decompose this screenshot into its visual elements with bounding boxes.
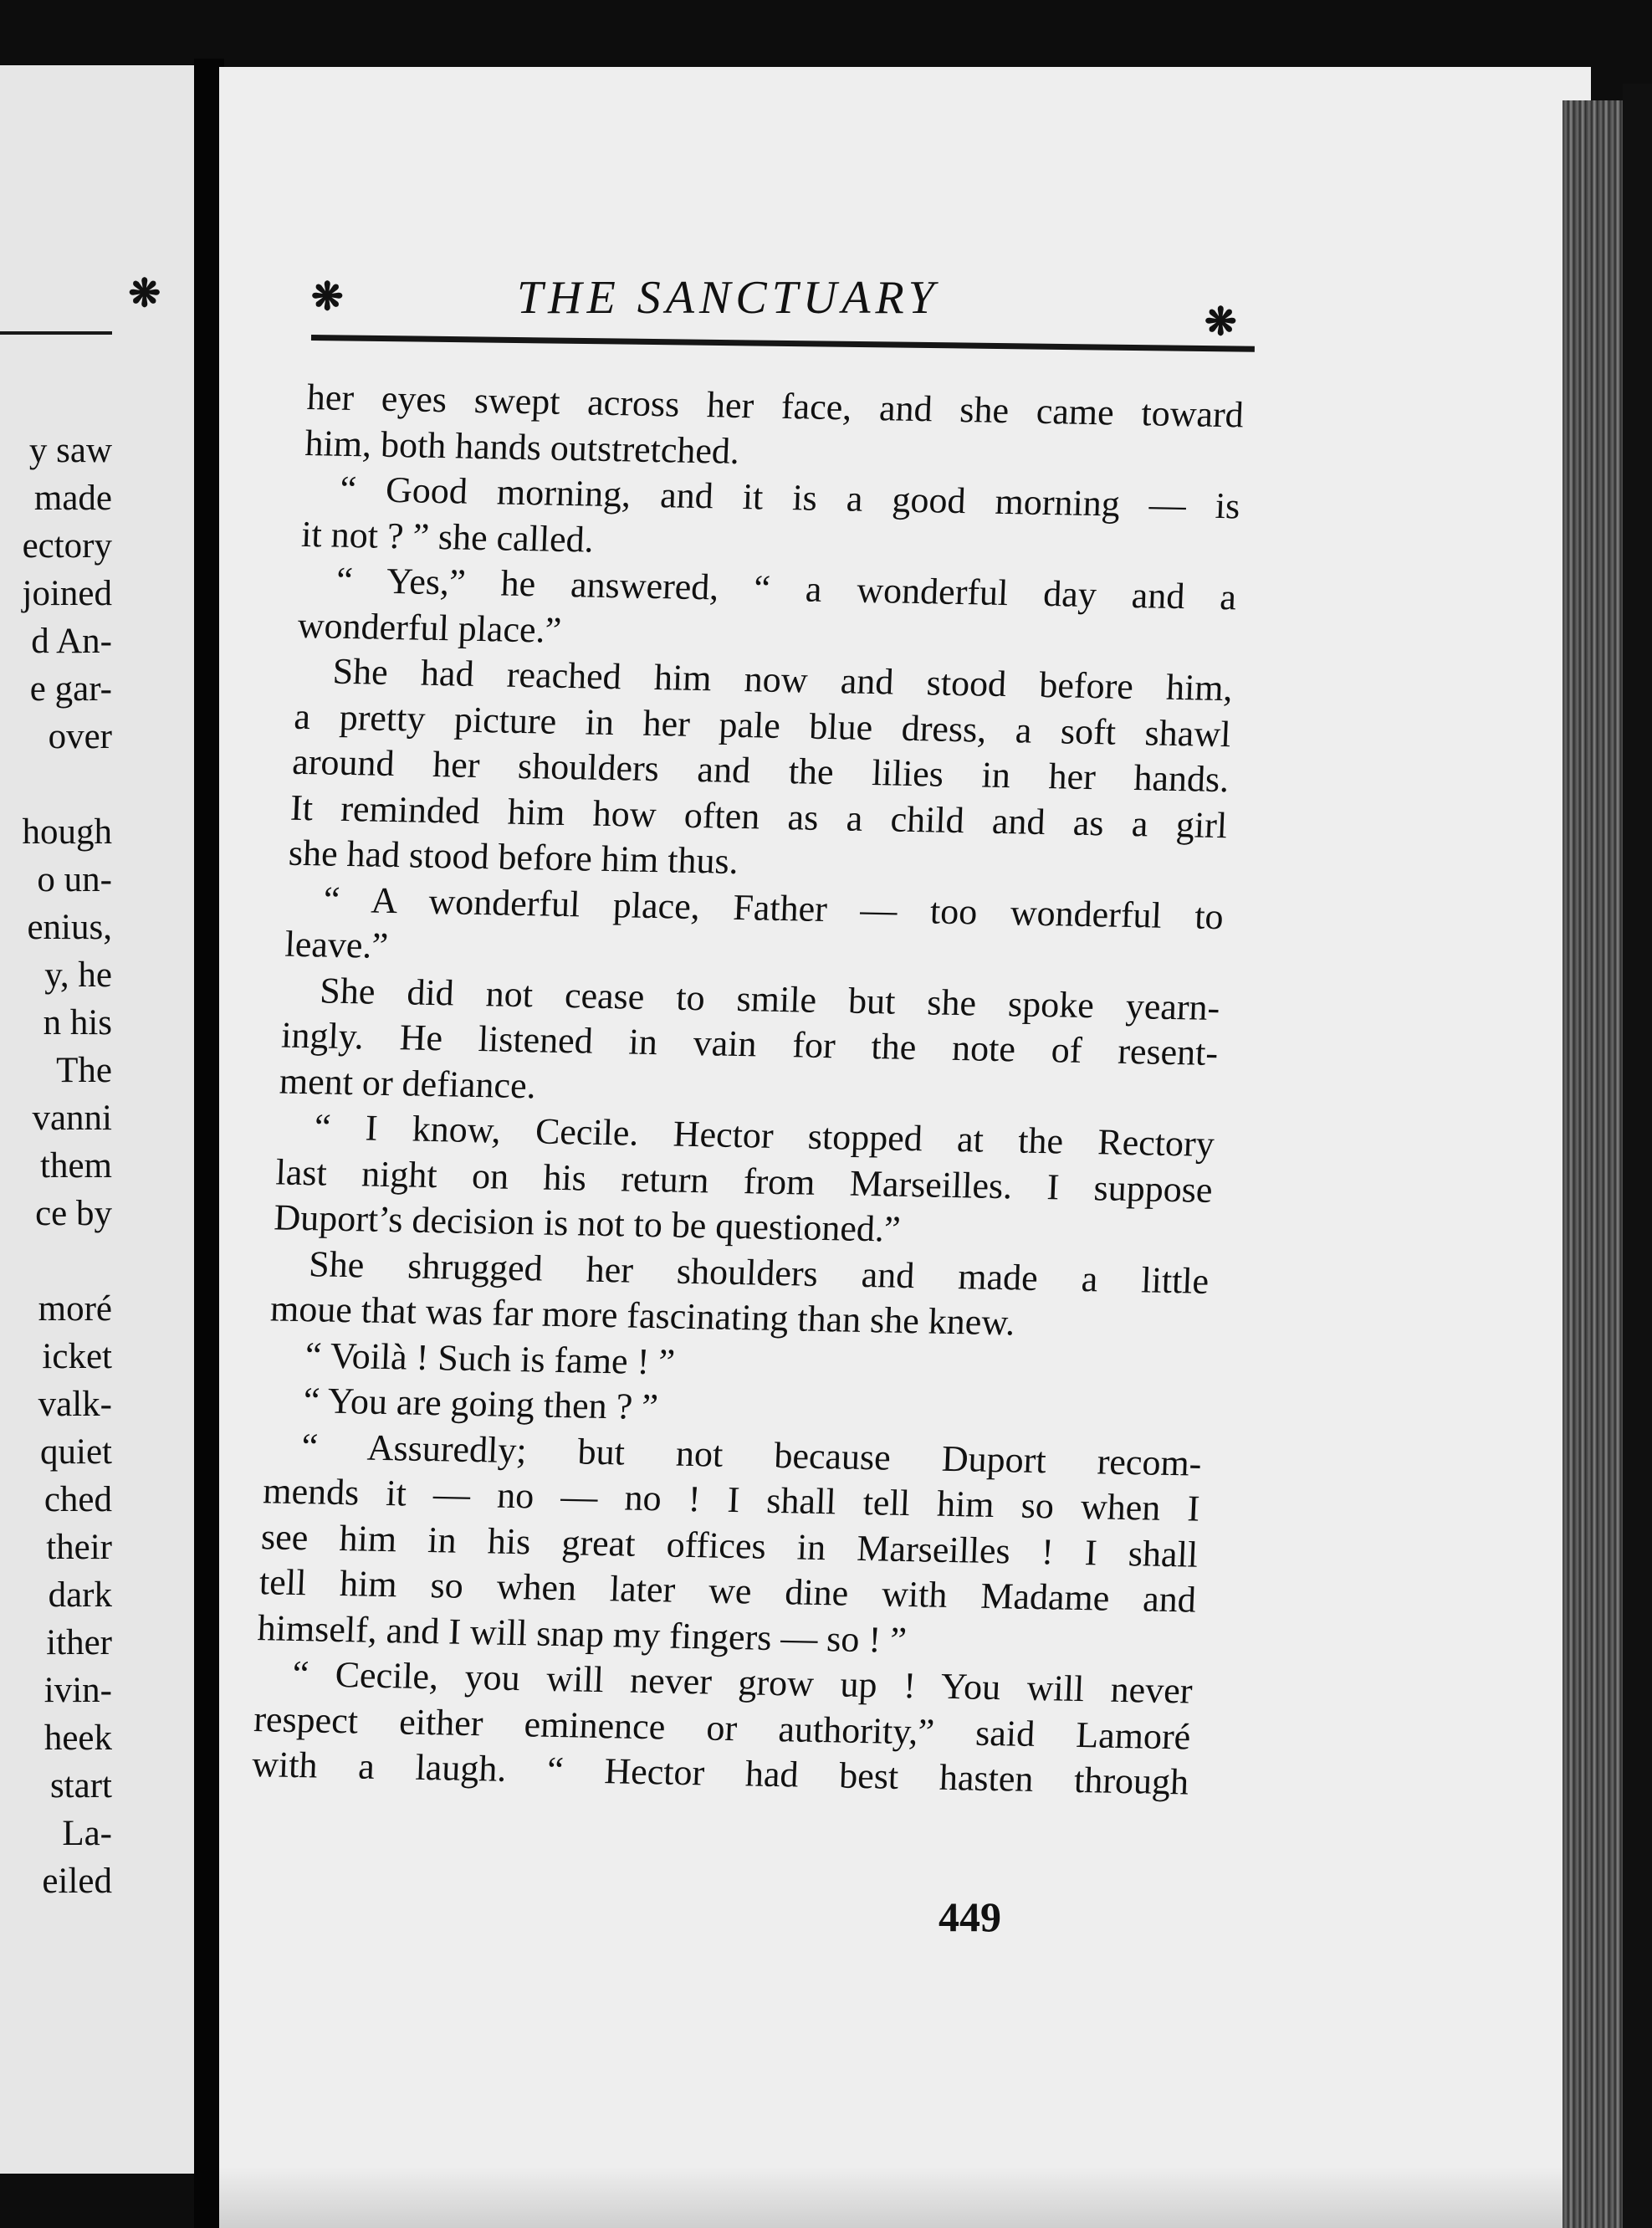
text-line [0, 761, 112, 808]
text-line: She shrugged her shoulders and made a little [308, 1242, 1210, 1302]
text-line: her eyes swept across her face, and she came toward [305, 376, 1245, 436]
text-line: The [56, 1051, 112, 1090]
text-line: “ Cecile, you will never grow up ! You will never [291, 1652, 1194, 1712]
text-line: a pretty picture in her pale blue dress, a soft shawl [293, 695, 1232, 755]
header-ornament-right-icon: ❋ [1204, 300, 1237, 343]
text-line: tell him so when later we dine with Madame and [258, 1561, 1197, 1621]
text-line: with a laugh. “ Hector had best hasten through [251, 1744, 1190, 1803]
text-line: quiet [40, 1432, 112, 1472]
text-line: She did not cease to smile but she spoke yearn- [319, 969, 1221, 1028]
text-line: over [48, 717, 112, 756]
text-line: their [46, 1528, 112, 1567]
text-line: ce by [35, 1194, 112, 1233]
text-line: mends it — no — no ! I shall tell him so when I [262, 1470, 1201, 1529]
header-ornament-icon: ❋ [128, 272, 161, 315]
text-line [0, 1237, 112, 1285]
text-line: o un- [37, 860, 112, 899]
text-line: ectory [22, 526, 112, 566]
text-line: ivin- [43, 1671, 112, 1710]
text-line: dark [48, 1575, 112, 1615]
text-line: start [49, 1766, 112, 1805]
text-line: moré [38, 1289, 112, 1329]
page-number: 449 [939, 1893, 1001, 1940]
text-line: heek [43, 1718, 112, 1758]
running-header [309, 266, 1255, 341]
text-line: eiled [42, 1862, 112, 1901]
text-line: n his [43, 1003, 112, 1042]
text-line: It reminded him how often as a child and as a girl [289, 786, 1229, 846]
text-line: made [33, 479, 112, 518]
body-text [251, 375, 1245, 1805]
previous-page [0, 65, 194, 2174]
text-line: ment or defiance. [279, 1060, 537, 1106]
text-line: see him in his great offices in Marseilles ! I shall [260, 1515, 1199, 1575]
text-line: himself, and I will snap my fingers — so ! ” [256, 1606, 908, 1661]
text-line: La- [62, 1814, 112, 1853]
text-line: ither [46, 1623, 112, 1662]
text-line: joined [22, 574, 112, 613]
text-line: “ Good morning, and it is a good morning — is [339, 468, 1241, 527]
text-line: wonderful place.” [297, 604, 563, 651]
header-ornament-left-icon: ❋ [311, 275, 344, 318]
text-line: it not ? ” she called. [300, 513, 595, 561]
text-line: them [40, 1146, 112, 1186]
text-line: She had reached him now and stood before him, [331, 650, 1234, 709]
text-line: “ Assuredly; but not because Duport recom- [300, 1425, 1203, 1484]
text-line: “ I know, Cecile. Hector stopped at the Rectory [313, 1106, 1215, 1165]
text-line: respect either eminence or authority,” said Lamoré [253, 1698, 1192, 1758]
text-line: Duport’s decision is not to be questioned.” [273, 1196, 902, 1250]
text-line: leave.” [284, 923, 389, 966]
text-line: him, both hands outstretched. [304, 422, 741, 472]
text-line: she had stood before him thus. [288, 832, 739, 882]
previous-page-text [0, 427, 112, 1905]
page-bottom-shadow [219, 2167, 1591, 2228]
text-line: ingly. He listened in vain for the note of resent- [280, 1014, 1220, 1074]
text-line: enius, [27, 908, 112, 947]
text-line: moue that was far more fascinating than she knew. [269, 1288, 1016, 1344]
text-line: around her shoulders and the lilies in her hands. [291, 740, 1230, 801]
text-line: “ Yes,” he answered, “ a wonderful day and a [335, 559, 1237, 618]
text-line: icket [42, 1337, 112, 1376]
text-line: last night on his return from Marseilles. I suppose [274, 1150, 1214, 1211]
running-title: THE SANCTUARY [517, 272, 939, 324]
text-line: vanni [32, 1099, 112, 1138]
text-line: “ Voilà ! Such is fame ! ” [304, 1334, 676, 1383]
text-line: hough [22, 812, 112, 852]
text-line: “ You are going then ? ” [302, 1380, 659, 1428]
text-line: “ A wonderful place, Father — too wonderful to [322, 878, 1225, 937]
text-line: valk- [38, 1385, 112, 1424]
text-line: ched [43, 1480, 112, 1519]
text-line: y saw [28, 431, 112, 470]
text-line: d An- [31, 622, 112, 661]
header-rule [0, 331, 112, 335]
text-line: y, he [44, 955, 112, 995]
book-cover-edge [1623, 84, 1652, 2228]
text-line: e gar- [29, 669, 112, 709]
